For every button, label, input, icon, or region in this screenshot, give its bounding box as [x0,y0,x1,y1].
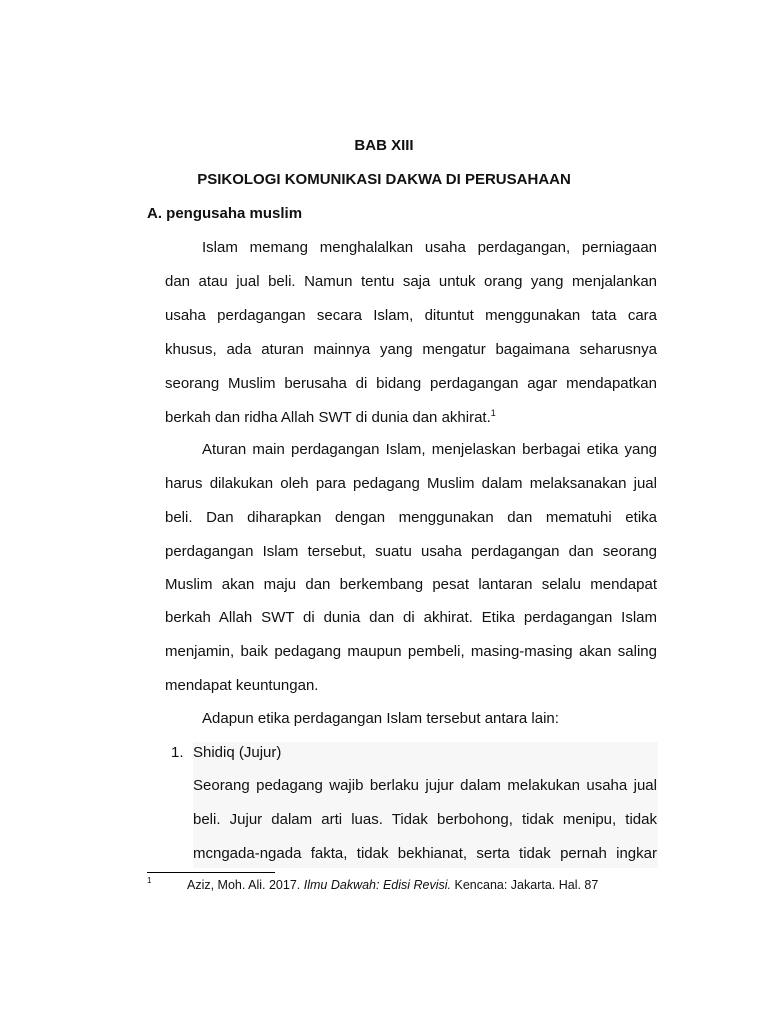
paragraph1-line: usaha perdagangan secara Islam, dituntut menggunakan tata cara [165,307,657,324]
footnote-mark: 1 [147,876,152,885]
paragraph2-line: beli. Dan diharapkan dengan menggunakan dan mematuhi etika [165,509,657,526]
paragraph1-line: Islam memang menghalalkan usaha perdagangan, perniagaan [202,239,657,256]
paragraph2-line: mendapat keuntungan. [165,677,319,694]
paragraph2-line: Aturan main perdagangan Islam, menjelaskan berbagai etika yang [202,441,657,458]
footnote-text [187,877,598,893]
section-title: pengusaha muslim [166,205,303,222]
list-item-line: Seorang pedagang wajib berlaku jujur dalam melakukan usaha jual [193,777,657,794]
paragraph1-line: dan atau jual beli. Namun tentu saja untuk orang yang menjalankan [165,273,657,290]
section-label: A. [147,205,162,222]
list-item-line: mcngada-ngada fakta, tidak bekhianat, serta tidak pernah ingkar [193,845,657,862]
footnote-reference[interactable]: 1 [490,408,496,418]
footnote-publisher: Kencana: Jakarta. Hal. 87 [454,878,599,892]
paragraph2-line: Muslim akan maju dan berkembang pesat lantaran selalu mendapat [165,576,657,593]
paragraph1-line: berkah dan ridha Allah SWT di dunia dan akhirat. [165,409,491,426]
paragraph2-line: berkah Allah SWT di dunia dan di akhirat. Etika perdagangan Islam [165,609,657,626]
paragraph1-line: khusus, ada aturan mainnya yang mengatur bagaimana seharusnya [165,341,657,358]
list-item-number: 1. [171,744,184,761]
chapter-heading: BAB XIII [354,137,414,154]
list-item-line: beli. Jujur dalam arti luas. Tidak berbohong, tidak menipu, tidak [193,811,657,828]
section-heading [147,204,302,224]
paragraph2-line: perdagangan Islam tersebut, suatu usaha perdagangan dan seorang [165,543,657,560]
chapter-title: PSIKOLOGI KOMUNIKASI DAKWA DI PERUSAHAAN [197,171,571,188]
footnote-separator [147,872,275,873]
paragraph2-line: harus dilakukan oleh para pedagang Muslim dalam melaksanakan jual [165,475,657,492]
paragraph1-line: seorang Muslim berusaha di bidang perdagangan agar mendapatkan [165,375,657,392]
footnote-author: Aziz, Moh. Ali. 2017. [187,878,301,892]
paragraph2-line: menjamin, baik pedagang maupun pembeli, masing-masing akan saling [165,643,657,660]
paragraph3: Adapun etika perdagangan Islam tersebut antara lain: [202,710,559,727]
list-item-title: Shidiq (Jujur) [193,744,282,761]
paragraph1-last-line [165,408,657,428]
footnote-book-title: Ilmu Dakwah: Edisi Revisi. [303,878,452,892]
